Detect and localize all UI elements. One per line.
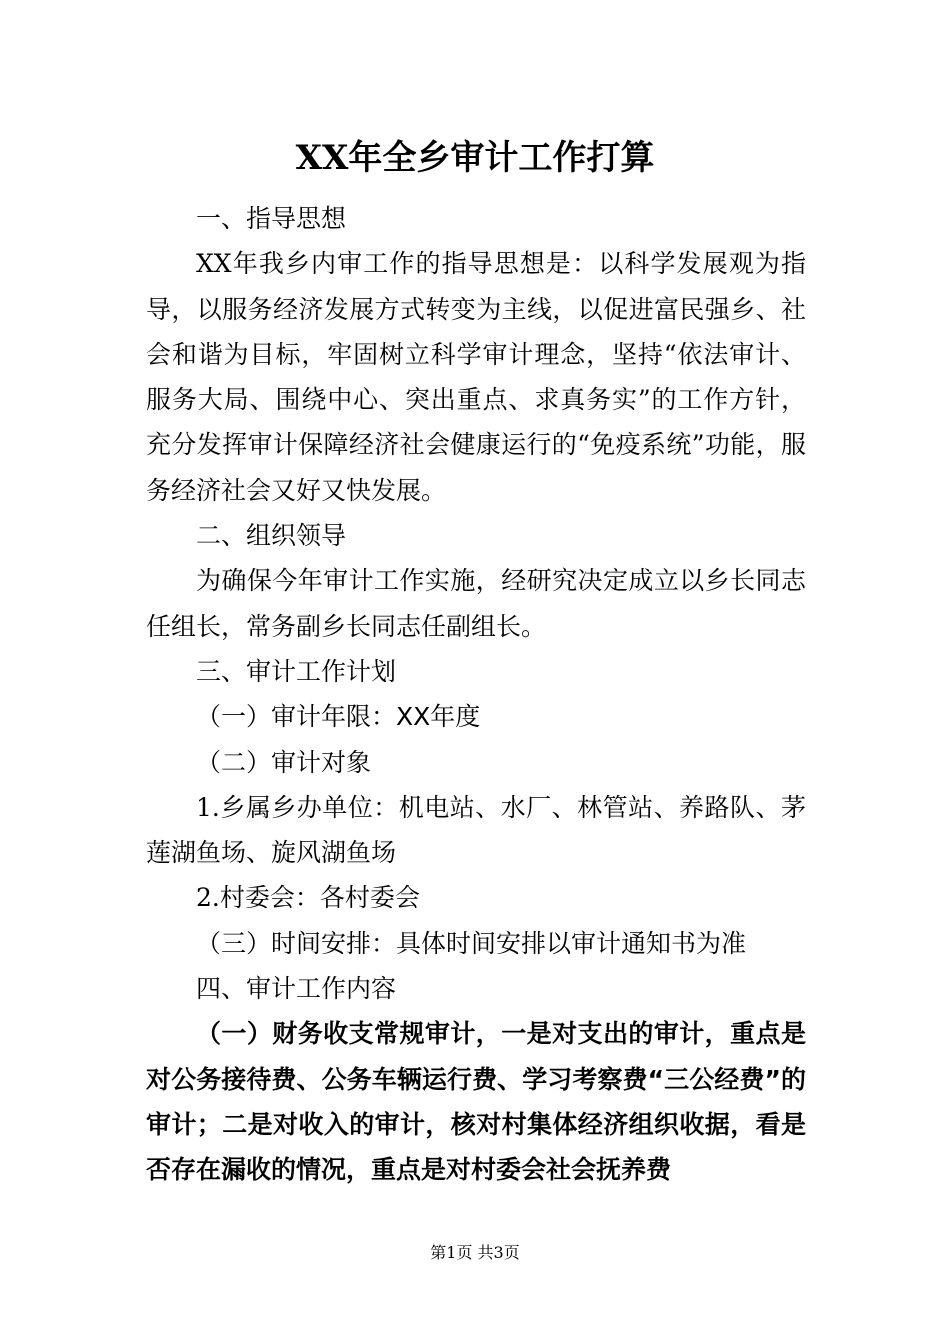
section-heading-1: 一、指导思想	[196, 204, 347, 233]
section-heading-3: 三、审计工作计划	[196, 656, 397, 686]
paragraph-organization: 为确保今年审计工作实施，经研究决定成立以乡长同志任组长，常务副乡长同志任副组长。	[146, 566, 806, 641]
section-heading-4: 四、审计工作内容	[196, 974, 397, 1004]
list-item-village-committees: 2.村委会：各村委会	[196, 883, 420, 913]
subheading-schedule: （三）时间安排：具体时间安排以审计通知书为准	[196, 928, 747, 958]
list-item-units: 1.乡属乡办单位：机电站、水厂、林管站、养路队、茅莲湖鱼场、旋风湖鱼场	[146, 792, 806, 868]
paragraph-guiding-thought: XX年我乡内审工作的指导思想是：以科学发展观为指导，以服务经济发展方式转变为主线，以促进富民强乡、社会和谐为目标，牢固树立科学审计理念，坚持“依法审计、服务大局、围绕中心、突出重点、求真务实”的工作方针，充分发挥审计保障经济社会健康运行的“免疫系统”功能，服务经济社会又好又快发展。	[146, 249, 806, 505]
subheading-audit-objects: （二）审计对象	[196, 747, 372, 777]
subheading-audit-years: （一）审计年限：XX年度	[196, 702, 481, 732]
document-title: XX年全乡审计工作打算	[295, 138, 655, 178]
section-heading-2: 二、组织领导	[196, 521, 347, 551]
document-body	[146, 196, 806, 1193]
page-footer: 第1页 共3页	[430, 1243, 520, 1262]
paragraph-financial-audit: （一）财务收支常规审计，一是对支出的审计，重点是对公务接待费、公务车辆运行费、学习考察费“三公经费”的审计；二是对收入的审计，核对村集体经济组织收据，看是否存在漏收的情况，重点是对村委会社会抚养费	[146, 1019, 806, 1185]
